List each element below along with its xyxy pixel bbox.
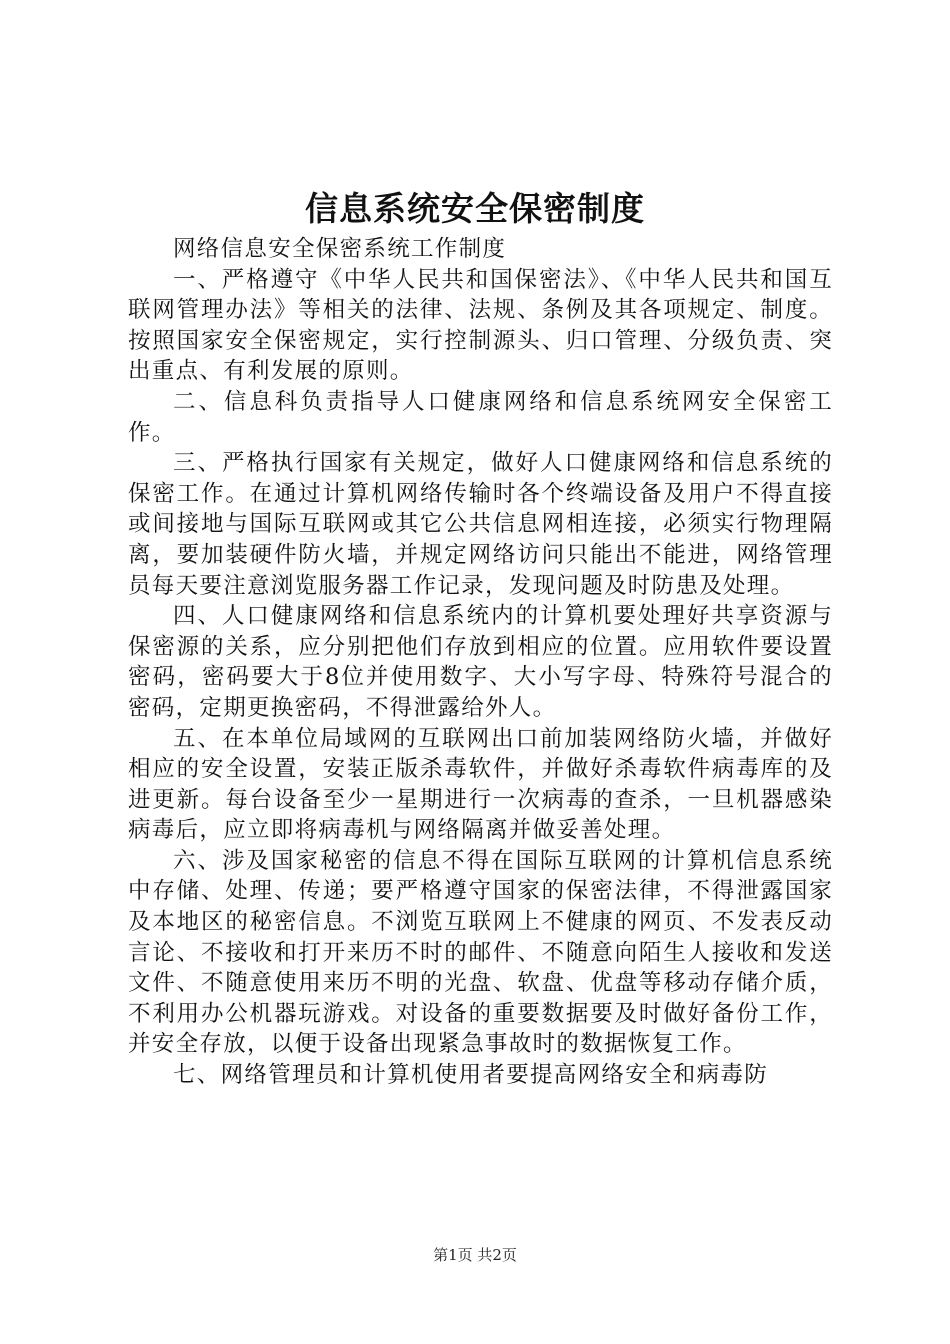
- paragraph: 六、涉及国家秘密的信息不得在国际互联网的计算机信息系统中存储、处理、传递；要严格遵守国家的保密法律，不得泄露国家及本地区的秘密信息。不浏览互联网上不健康的网页、不发表反动言论、不接收和打开来历不时的邮件、不随意向陌生人接收和发送文件、不随意使用来历不明的光盘、软盘、优盘等移动存储介质，不利用办公机器玩游戏。对设备的重要数据要及时做好备份工作，并安全存放，以便于设备出现紧急事故时的数据恢复工作。: [128, 847, 833, 1058]
- document-title: 信息系统安全保密制度: [305, 189, 645, 228]
- paragraph: 二、信息科负责指导人口健康网络和信息系统网安全保密工作。: [128, 388, 833, 446]
- paragraph: 三、严格执行国家有关规定，做好人口健康网络和信息系统的保密工作。在通过计算机网络传输时各个终端设备及用户不得直接或间接地与国际互联网或其它公共信息网相连接，必须实行物理隔离，要加装硬件防火墙，并规定网络访问只能出不能进，网络管理员每天要注意浏览服务器工作记录，发现问题及时防患及处理。: [128, 450, 833, 599]
- document-body: [128, 234, 833, 1091]
- paragraph: 五、在本单位局域网的互联网出口前加装网络防火墙，并做好相应的安全设置，安装正版杀毒软件，并做好杀毒软件病毒库的及进更新。每台设备至少一星期进行一次病毒的查杀，一旦机器感染病毒后，应立即将病毒机与网络隔离并做妥善处理。: [128, 725, 833, 844]
- page-number-footer: 第1页 共2页: [433, 1246, 517, 1264]
- paragraph: 七、网络管理员和计算机使用者要提高网络安全和病毒防: [173, 1062, 769, 1089]
- paragraph: 一、严格遵守《中华人民共和国保密法》、《中华人民共和国互联网管理办法》等相关的法律、法规、条例及其各项规定、制度。按照国家安全保密规定，实行控制源头、归口管理、分级负责、突出重点、有利发展的原则。: [128, 266, 833, 385]
- document-subtitle: 网络信息安全保密系统工作制度: [173, 236, 507, 262]
- paragraph: 四、人口健康网络和信息系统内的计算机要处理好共享资源与保密源的关系，应分别把他们存放到相应的位置。应用软件要设置密码，密码要大于8位并使用数字、大小写字母、特殊符号混合的密码，定期更换密码，不得泄露给外人。: [128, 603, 833, 721]
